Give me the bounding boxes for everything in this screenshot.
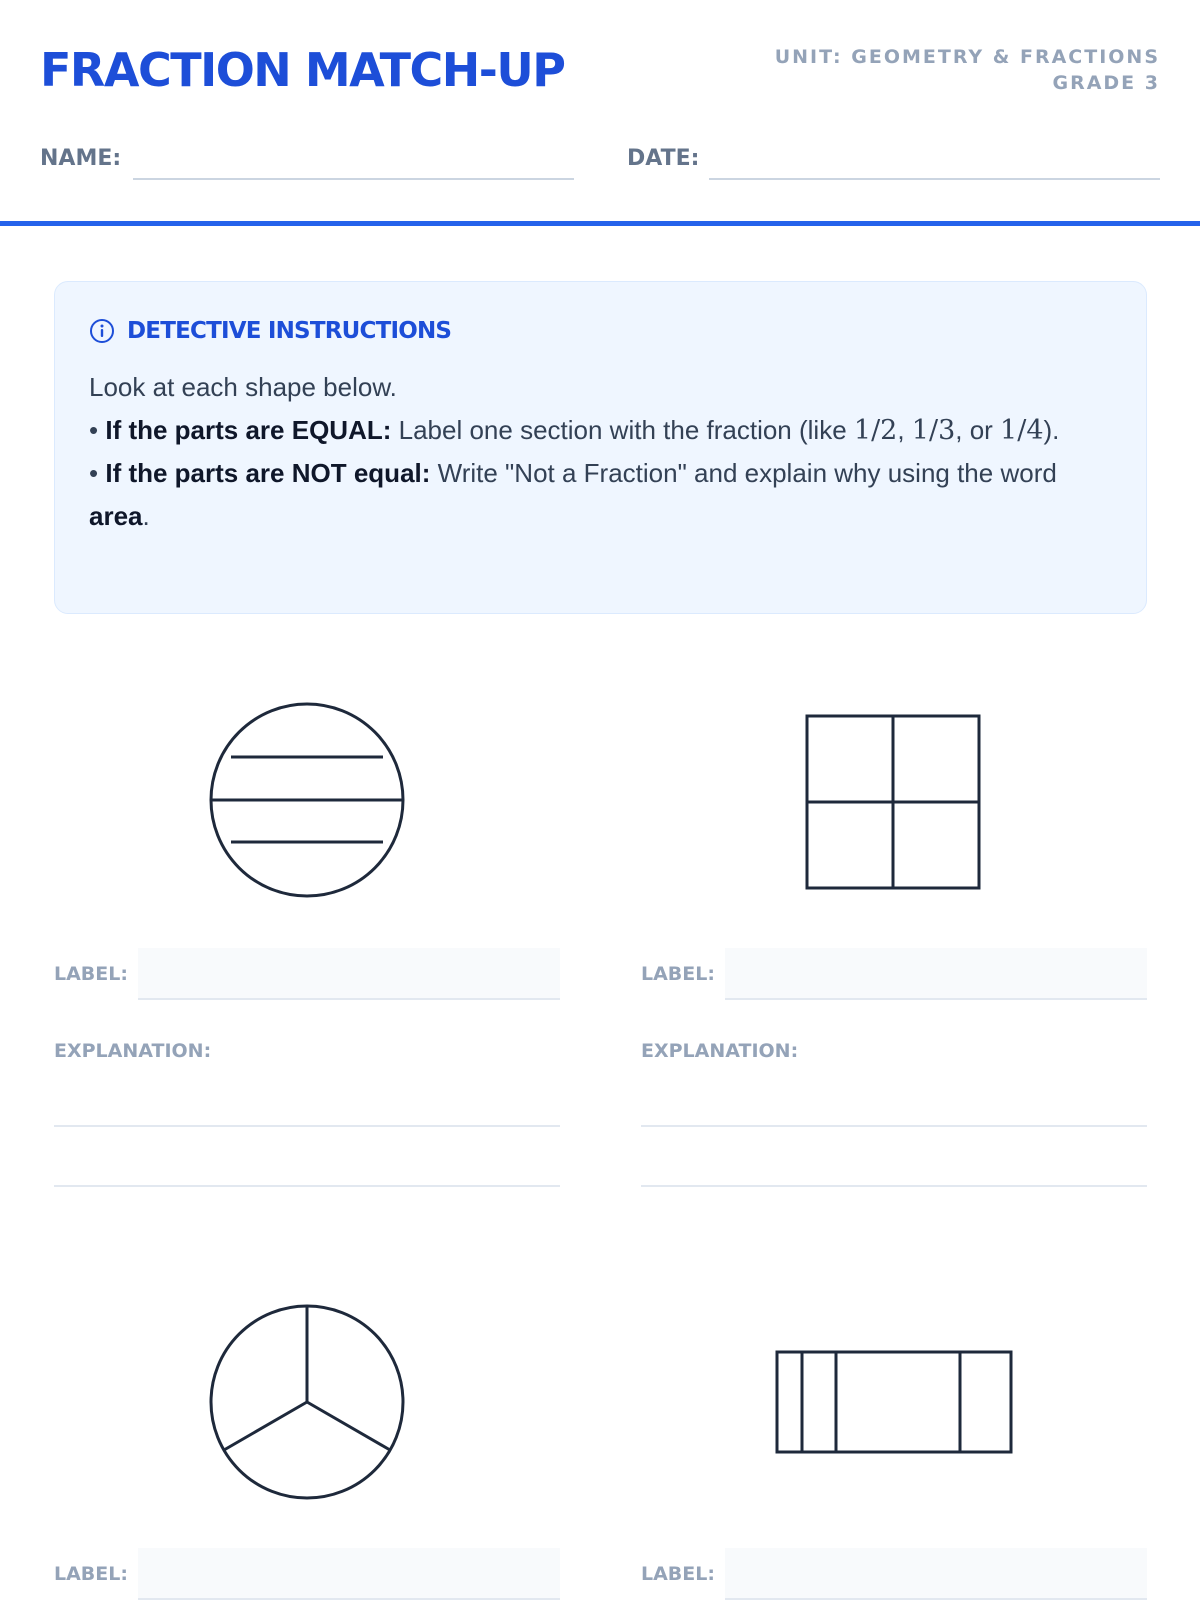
label-caption: LABEL: (54, 963, 128, 985)
explanation-caption: EXPLANATION: (54, 1040, 212, 1062)
label-input[interactable] (138, 1548, 560, 1600)
instructions-title: DETECTIVE INSTRUCTIONS (127, 318, 452, 344)
instructions-header (89, 318, 451, 344)
square-quarters-shape (804, 713, 984, 893)
label-input[interactable] (138, 948, 560, 1000)
shape-area (54, 1280, 560, 1520)
instructions-equal-rule (89, 409, 1089, 452)
instructions-body (89, 366, 1089, 538)
fraction-half: 1/2 (853, 415, 898, 446)
name-field[interactable] (133, 178, 574, 180)
worksheet-header (0, 0, 1200, 226)
page-title: FRACTION MATCH-UP (40, 43, 565, 97)
equal-rule-heading: If the parts are EQUAL: (105, 415, 392, 445)
separator: , or (955, 415, 1001, 445)
instructions-intro: Look at each shape below. (89, 372, 397, 402)
unit-label: UNIT: GEOMETRY & FRACTIONS (774, 46, 1160, 68)
grade-label: GRADE 3 (1052, 72, 1160, 94)
separator: , (897, 415, 912, 445)
shape-area (54, 680, 560, 920)
explanation-line[interactable] (641, 1125, 1147, 1127)
label-caption: LABEL: (641, 963, 715, 985)
rectangle-unequal-shape (774, 1349, 1014, 1455)
circle-thirds-shape (207, 1302, 407, 1502)
fraction-third: 1/3 (911, 415, 956, 446)
bullet: • (89, 415, 99, 445)
separator: ). (1043, 415, 1060, 445)
label-caption: LABEL: (641, 1563, 715, 1585)
explanation-line[interactable] (54, 1185, 560, 1187)
label-input[interactable] (725, 1548, 1147, 1600)
shape-area (641, 1280, 1147, 1520)
instructions-notequal-rule (89, 452, 1089, 538)
unit-info (775, 44, 1160, 96)
circle-unequal-shape (207, 700, 407, 900)
info-icon (89, 318, 115, 344)
label-caption: LABEL: (54, 1563, 128, 1585)
explanation-caption: EXPLANATION: (641, 1040, 799, 1062)
notequal-rule-text: Write "Not a Fraction" and explain why using the word (430, 458, 1057, 488)
explanation-line[interactable] (641, 1185, 1147, 1187)
date-field[interactable] (709, 178, 1160, 180)
area-keyword: area (89, 501, 143, 531)
shape-area (641, 680, 1147, 920)
label-input[interactable] (725, 948, 1147, 1000)
name-label: NAME: (40, 146, 122, 171)
explanation-line[interactable] (54, 1125, 560, 1127)
fraction-quarter: 1/4 (1000, 415, 1044, 446)
notequal-rule-heading: If the parts are NOT equal: (105, 458, 431, 488)
bullet: • (89, 458, 99, 488)
instructions-panel (54, 281, 1147, 614)
equal-rule-text: Label one section with the fraction (like (391, 415, 854, 445)
date-label: DATE: (627, 146, 700, 171)
separator: . (142, 501, 150, 531)
